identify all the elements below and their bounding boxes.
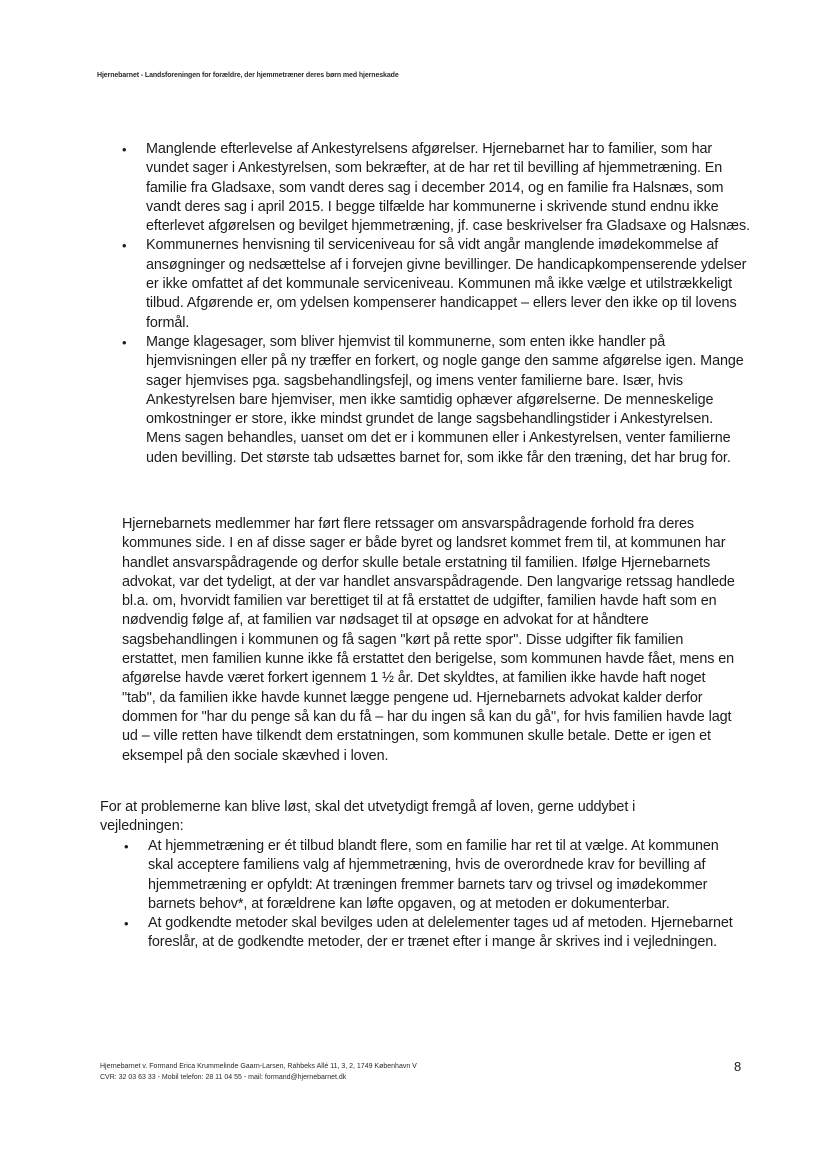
bullet-icon: • <box>122 334 127 350</box>
list-item-text: Kommunernes henvisning til serviceniveau for så vidt angår manglende imødekommelse af ansøgninger og nedsættelse af i forvejen givne bevillinger. De handicapkompenserende ydelser er ikke omfattet af det kommunale serviceniveau. Kommunen må ikke vælge et utilstrækkeligt tilbud. Afgørende er, om ydelsen kompenserer handicappet – ellers lever den ikke op til lovens formål. <box>146 237 747 331</box>
list-item-text: Manglende efterlevelse af Ankestyrelsens afgørelser. Hjernebarnet har to familier, som har vundet sager i Ankestyrelsen, som bekræfter, at de har ret til bevilling af hjemmetræning. En familie fra Gladsaxe, som vandt deres sag i december 2014, og en familie fra Halsnæs, som vandt deres sag i april 2015. I begge tilfælde har kommunerne i skrivende stund endnu ikke efterlevet afgørelsen og bevilget hjemmetræning, jf. case beskrivelser fra Gladsaxe og Halsnæs. <box>146 141 750 235</box>
list-item <box>122 236 750 332</box>
footer-address-line: Hjernebarnet v. Formand Erica Krummelinde Gaarn-Larsen, Rahbeks Allé 11, 3, 2, 1749 København V <box>100 1063 417 1070</box>
lawsuit-paragraph: Hjernebarnets medlemmer har ført flere retssager om ansvarspådragende forhold fra deres kommunes side. I en af disse sager er både byret og landsret kommet frem til, at kommunen har handlet ansvarspådragende og derfor skulle betale erstatning til familien. Ifølge Hjernebarnets advokat, var det tydeligt, at der var handlet ansvarspådragende. Den langvarige retssag handlede bl.a. om, hvorvidt familien var berettiget til at få erstattet de udgifter, familien havde haft som en nødvendig følge af, at familien var nødsaget til at opsøge en advokat for at håndtere sagsbehandlingen i kommunen og få sagen "kørt på rette spor". Disse udgifter fik familien erstattet, men familien kunne ikke få erstattet den berigelse, som kommunen havde fået, mens en afgørelse havde været forkert igennem 1 ½ år. Det skyldtes, at familien ikke havde haft noget "tab", da familien ikke havde kunnet lægge pengene ud. Hjernebarnets advokat kalder derfor dommen for "har du penge så kan du få – har du ingen så kan du gå", for hvis familien havde lagt ud – ville retten have tilkendt dem erstatningen, som kommunen skulle betale. Dette er igen et eksempel på den sociale skævhed i loven. <box>122 516 735 764</box>
bullet-icon: • <box>122 142 127 157</box>
list-item <box>124 914 744 953</box>
list-item <box>124 837 744 914</box>
list-item-text: Mange klagesager, som bliver hjemvist til kommunerne, som enten ikke handler på hjemvisningen eller på ny træffer en forkert, og nogle gange den samme afgørelse igen. Mange sager hjemvises pga. sagsbehandlingsfejl, og imens venter familierne bare. Især, hvis Ankestyrelsen bare hjemviser, men ikke samtidig ophæver afgørelserne. De menneskelige omkostninger er store, ikke mindst grundet de lange sagsbehandlingstider i Ankestyrelsen. Mens sagen behandles, uanset om det er i kommunen eller i Ankestyrelsen, venter familierne uden bevilling. Det største tab udsættes barnet for, som ikke får den træning, det har brug for. <box>146 333 744 466</box>
list-item <box>122 140 750 236</box>
bullet-icon: • <box>124 916 129 932</box>
solution-intro-paragraph: For at problemerne kan blive løst, skal det utvetydigt fremgå af loven, gerne uddybet i vejledningen: <box>100 799 636 835</box>
bullet-icon: • <box>124 839 129 854</box>
solutions-bullet-list <box>124 837 744 953</box>
page-header: Hjernebarnet - Landsforeningen for forældre, der hjemmetræner deres børn med hjerneskade <box>97 72 399 79</box>
page-number: 8 <box>734 1059 742 1074</box>
page-footer <box>100 1061 417 1083</box>
list-item-text: At hjemmetræning er ét tilbud blandt flere, som en familie har ret til at vælge. At kommunen skal acceptere familiens valg af hjemmetræning, hvis de overordnede krav for bevilling af hjemmetræning er opfyldt: At træningen fremmer barnets tarv og trivsel og imødekommer barnets behov*, at forældrene kan løfte opgaven, og at metoden er dokumenterbar. <box>148 838 719 912</box>
list-item-text: At godkendte metoder skal bevilges uden at delelementer tages ud af metoden. Hjernebarnet foreslår, at de godkendte metoder, der er trænet efter i mange år skrives ind i vejledningen. <box>148 915 733 951</box>
problems-bullet-list <box>122 140 750 468</box>
footer-contact-line: CVR: 32 03 63 33 - Mobil telefon: 28 11 04 55 - mail: formand@hjernebarnet.dk <box>100 1074 347 1081</box>
list-item <box>122 333 750 468</box>
bullet-icon: • <box>122 238 127 254</box>
